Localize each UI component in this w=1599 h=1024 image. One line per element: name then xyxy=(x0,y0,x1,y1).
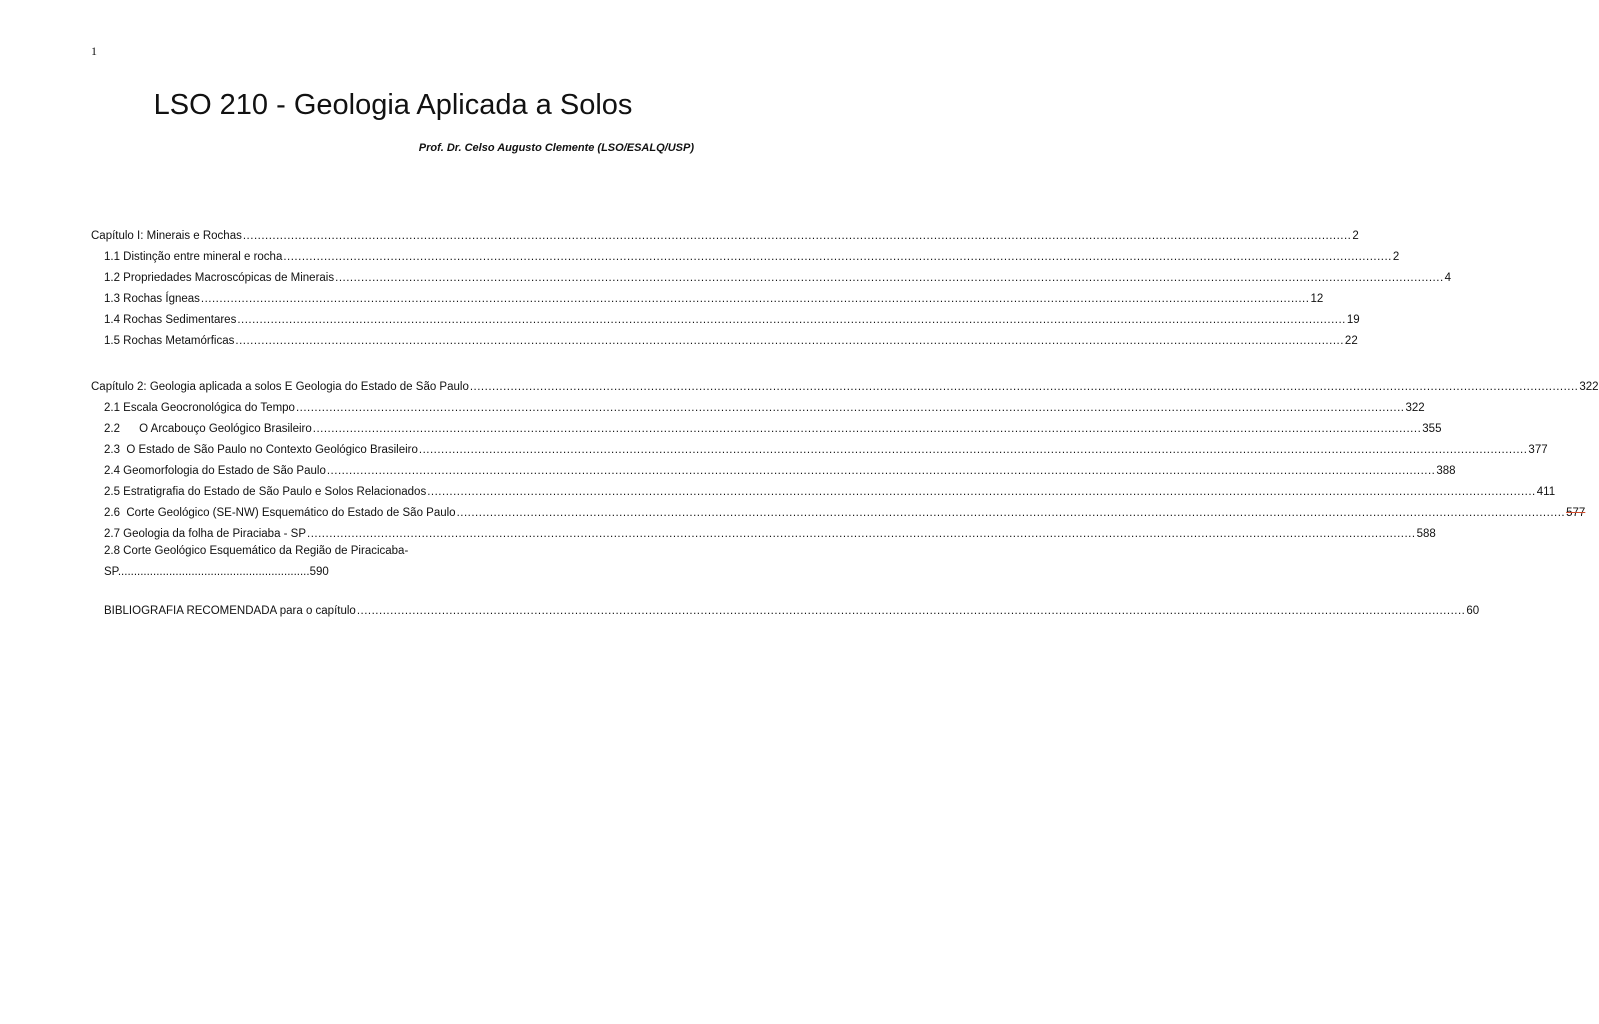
toc-entry-page: 577 xyxy=(1566,507,1586,519)
toc-leader-dots: ............................................................................................................................................................................................................................................................................................................ xyxy=(312,423,1422,435)
toc-leader-dots: ............................................................................................................................................................................................................................................................................................................ xyxy=(283,251,1392,263)
toc-entry-page: 4 xyxy=(1444,272,1452,284)
toc-entry-page: 355 xyxy=(1422,423,1442,435)
toc-entry xyxy=(91,478,1556,499)
toc-entry xyxy=(91,436,1548,457)
toc-entry-page: 377 xyxy=(1528,444,1548,456)
toc-chapter-1 xyxy=(91,222,1452,348)
toc-entry-wrapped-line-1: 2.8 Corte Geológico Esquemático da Região de Piracicaba- xyxy=(104,545,409,557)
page-number: 1 xyxy=(91,44,97,58)
toc-entry-page: 2 xyxy=(1392,251,1400,263)
toc-leader-dots: ............................................................................................................................................................................................................................................................................................................ xyxy=(356,605,1466,617)
toc-entry-text: 2.1 Escala Geocronológica do Tempo xyxy=(104,402,295,414)
toc-bibliography xyxy=(91,597,1480,618)
toc-leader-dots: ............................................................................................................................................................................................................................................................................................................ xyxy=(242,230,1352,242)
toc-entry xyxy=(91,597,1480,618)
toc-entry xyxy=(91,285,1324,306)
toc-entry-text: 2.4 Geomorfologia do Estado de São Paulo xyxy=(104,465,326,477)
toc-entry xyxy=(91,520,1436,541)
toc-entry-page: 22 xyxy=(1344,335,1358,347)
toc-entry-page: 19 xyxy=(1346,314,1360,326)
toc-entry-text: 1.2 Propriedades Macroscópicas de Minerais xyxy=(104,272,335,284)
toc-entry xyxy=(91,499,1586,520)
toc-leader-dots: ............................................................................................................................................................................................................................................................................................................ xyxy=(295,402,1405,414)
toc-entry-text: 1.5 Rochas Metamórficas xyxy=(104,335,235,347)
toc-entry-text: Capítulo 2: Geologia aplicada a solos E Geologia do Estado de São Paulo xyxy=(91,381,469,393)
toc-entry-page: 322 xyxy=(1405,402,1425,414)
toc-entry-wrapped-line-2: SP............................................................590 xyxy=(104,566,329,578)
toc-entry xyxy=(91,264,1452,285)
toc-entry xyxy=(91,327,1358,348)
toc-leader-dots: ............................................................................................................................................................................................................................................................................................................ xyxy=(469,381,1579,393)
toc-entry-text: 2.6 Corte Geológico (SE-NW) Esquemático do Estado de São Paulo xyxy=(104,507,456,519)
toc-entry-page: 388 xyxy=(1436,465,1456,477)
toc-leader-dots: ............................................................................................................................................................................................................................................................................................................ xyxy=(418,444,1528,456)
toc-entry-text: 1.3 Rochas Ígneas xyxy=(104,293,200,305)
toc-entry-text: 2.2 O Arcabouço Geológico Brasileiro xyxy=(104,423,312,435)
toc-entry-text: 1.1 Distinção entre mineral e rocha xyxy=(104,251,283,263)
document-title: LSO 210 - Geologia Aplicada a Solos xyxy=(153,89,633,121)
toc-leader-dots: ............................................................................................................................................................................................................................................................................................................ xyxy=(235,335,1344,347)
toc-leader-dots: ............................................................................................................................................................................................................................................................................................................ xyxy=(326,465,1436,477)
toc-leader-dots: ............................................................................................................................................................................................................................................................................................................ xyxy=(335,272,1444,284)
document-author: Prof. Dr. Celso Augusto Clemente (LSO/ESALQ/USP) xyxy=(418,142,694,154)
toc-entry-page: 322 xyxy=(1579,381,1599,393)
toc-entry-page: 588 xyxy=(1416,528,1436,540)
toc-leader-dots: ............................................................................................................................................................................................................................................................................................................ xyxy=(427,486,1536,498)
toc-entry xyxy=(91,243,1400,264)
toc-entry xyxy=(91,306,1360,327)
toc-entry-text: 2.5 Estratigrafia do Estado de São Paulo e Solos Relacionados xyxy=(104,486,427,498)
toc-entry-page: 60 xyxy=(1466,605,1480,617)
toc-chapter-2 xyxy=(91,373,1599,583)
toc-entry-text: Capítulo I: Minerais e Rochas xyxy=(91,230,242,242)
toc-leader-dots: ............................................................................................................................................................................................................................................................................................................ xyxy=(237,314,1346,326)
toc-entry xyxy=(91,394,1425,415)
toc-entry-text: BIBLIOGRAFIA RECOMENDADA para o capítulo xyxy=(104,605,356,617)
toc-leader-dots: ............................................................................................................................................................................................................................................................................................................ xyxy=(456,507,1566,519)
toc-entry xyxy=(91,457,1456,478)
toc-entry xyxy=(91,415,1442,436)
toc-leader-dots: ............................................................................................................................................................................................................................................................................................................ xyxy=(200,293,1310,305)
toc-chapter-heading xyxy=(91,222,1359,243)
toc-entry-page: 2 xyxy=(1352,230,1359,242)
toc-entry-page: 12 xyxy=(1310,293,1324,305)
toc-entry-text: 1.4 Rochas Sedimentares xyxy=(104,314,237,326)
toc-entry-text: 2.7 Geologia da folha de Piraciaba - SP xyxy=(104,528,307,540)
toc-leader-dots: ............................................................................................................................................................................................................................................................................................................ xyxy=(307,528,1416,540)
toc-entry-page: 411 xyxy=(1536,486,1556,498)
toc-entry-text: 2.3 O Estado de São Paulo no Contexto Geológico Brasileiro xyxy=(104,444,418,456)
toc-chapter-heading xyxy=(91,373,1599,394)
